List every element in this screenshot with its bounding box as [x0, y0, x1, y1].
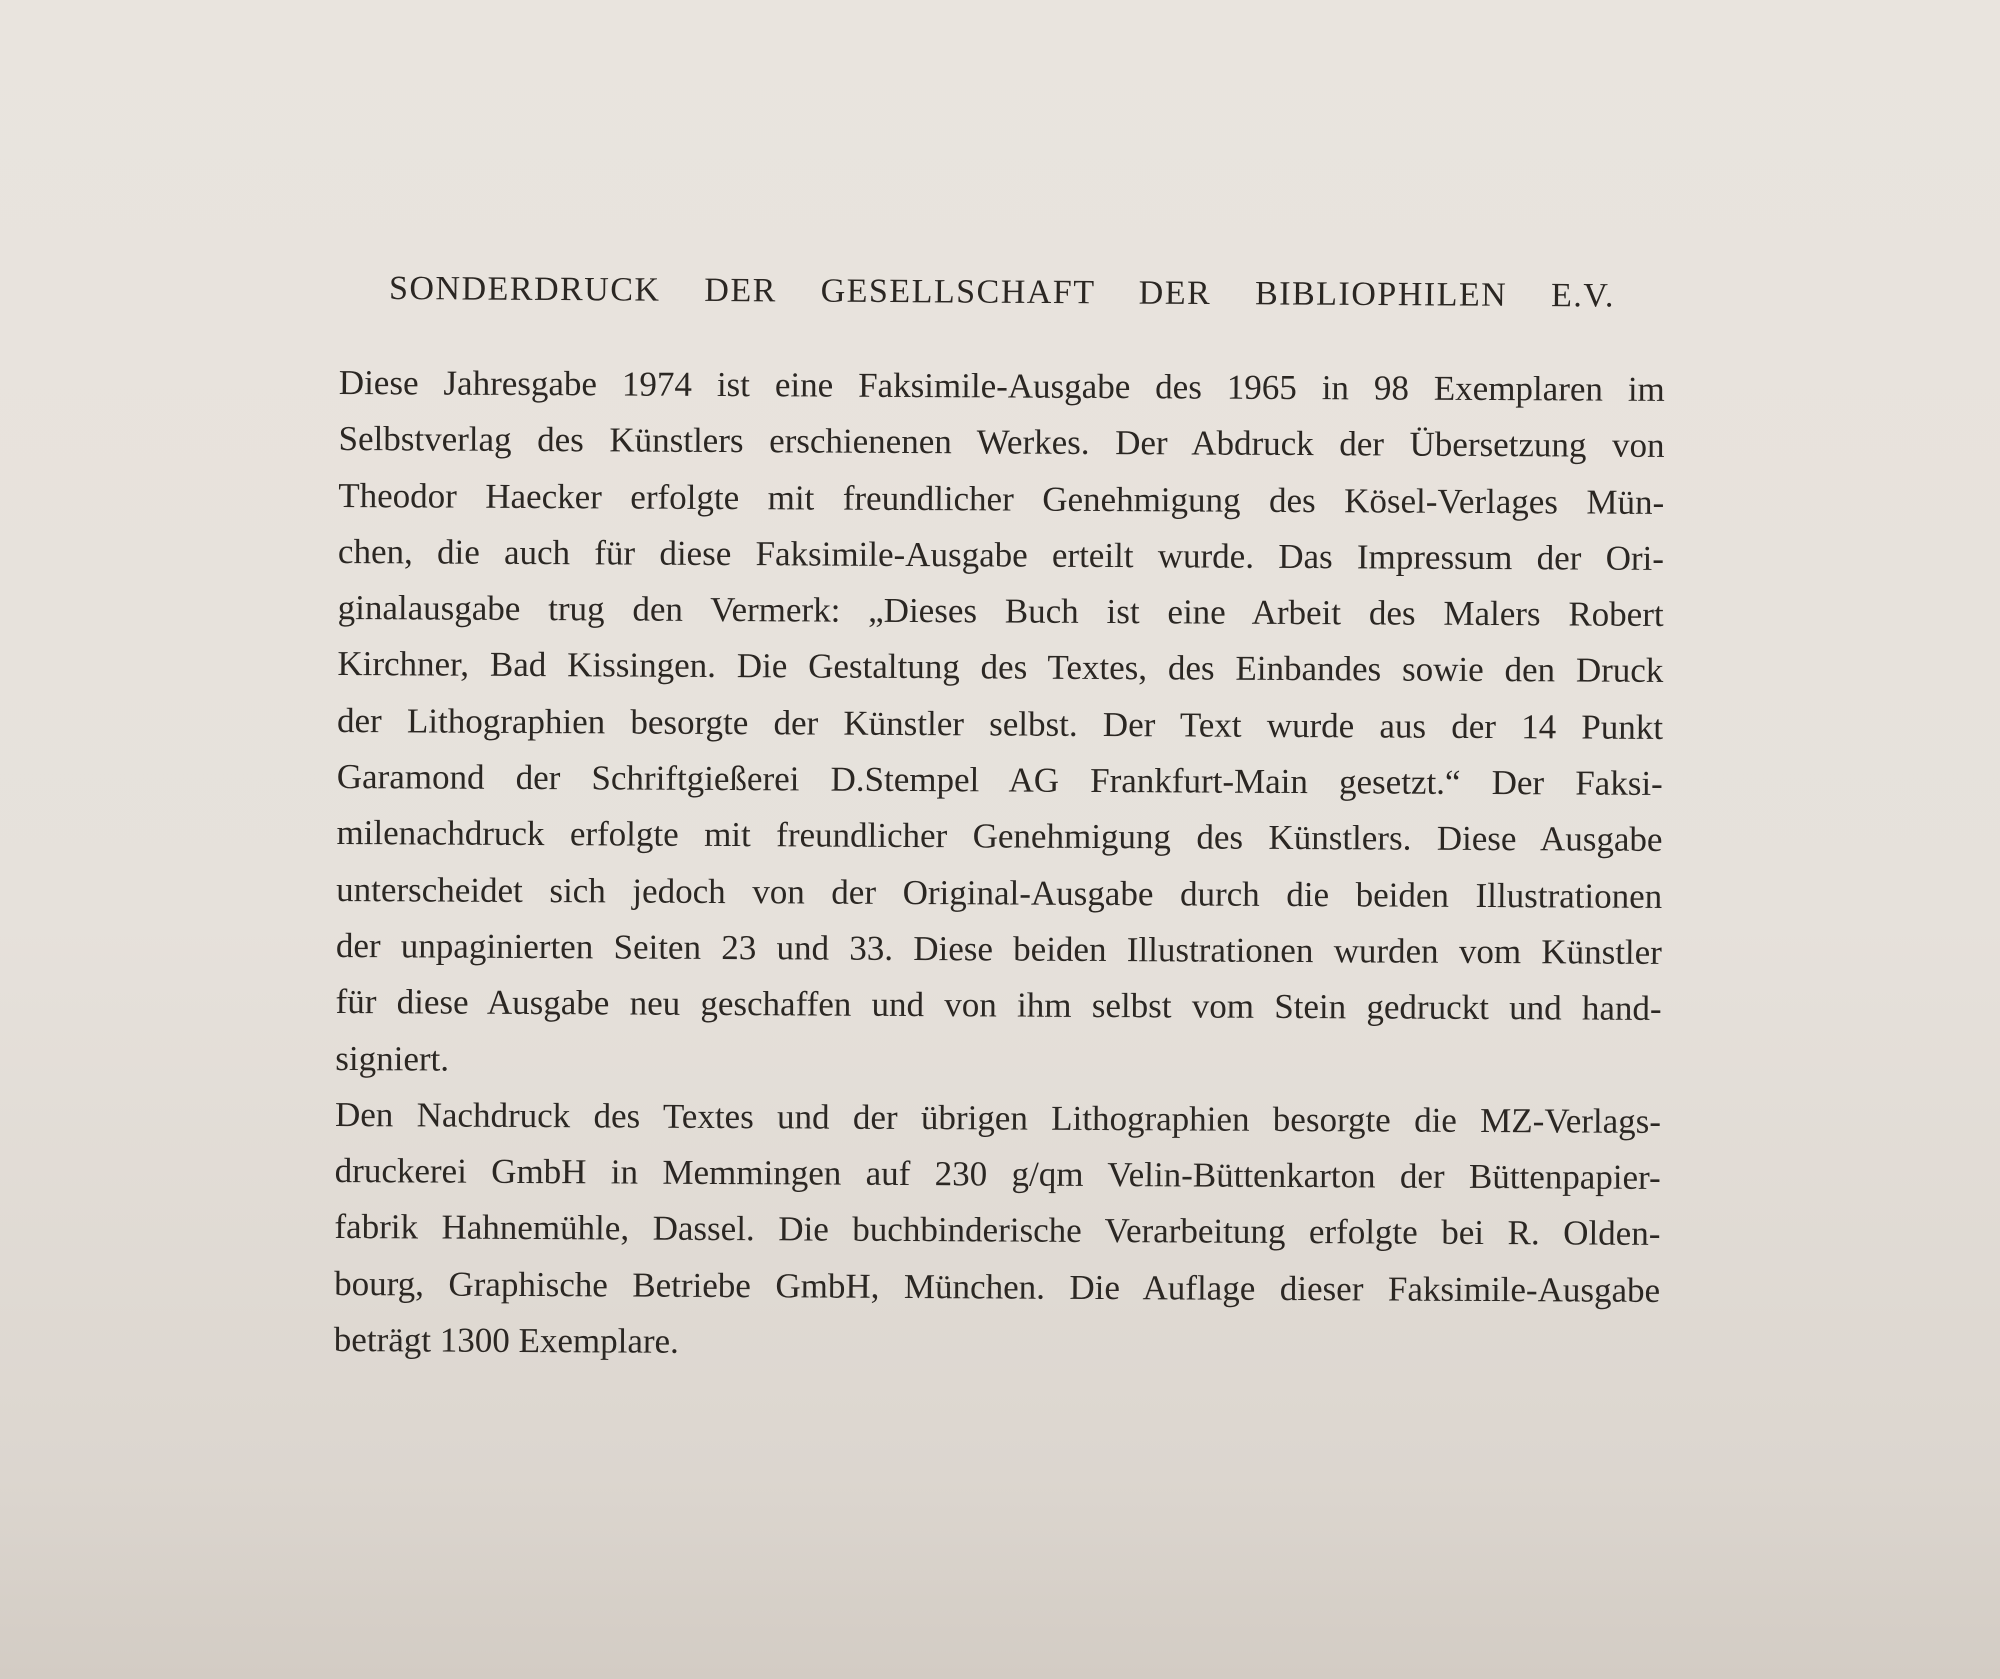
text-line: chen, die auch für diese Faksimile-Ausgabe erteilt wurde. Das Impressum der Ori-: [337, 531, 1665, 578]
text-line: ginalausgabe trug den Vermerk: „Dieses Buch ist eine Arbeit des Malers Robert: [337, 588, 1664, 635]
text-line: der unpaginierten Seiten 23 und 33. Diese beiden Illustrationen wurden vom Künstler: [335, 925, 1662, 972]
text-line: milenachdruck erfolgte mit freundlicher Genehmigung des Künstlers. Diese Ausgabe: [336, 813, 1663, 860]
text-line: für diese Ausgabe neu geschaffen und von ihm selbst vom Stein gedruckt und hand-: [335, 982, 1662, 1029]
text-line: Garamond der Schriftgießerei D.Stempel AG Frankfurt-Main gesetzt.“ Der Faksi-: [336, 757, 1663, 804]
text-line: der Lithographien besorgte der Künstler selbst. Der Text wurde aus der 14 Punkt: [336, 700, 1664, 747]
text-line: Kirchner, Bad Kissingen. Die Gestaltung des Textes, des Einbandes sowie den Druck: [337, 644, 1664, 691]
text-line: druckerei GmbH in Memmingen auf 230 g/qm Velin-Büttenkarton der Büttenpapier-: [334, 1151, 1661, 1198]
text-line: Theodor Haecker erfolgte mit freundlicher Genehmigung des Kösel-Verlages Mün-: [338, 475, 1665, 522]
paragraph: [334, 1087, 1661, 1375]
text-line: beträgt 1300 Exemplare.: [333, 1320, 679, 1361]
paragraph: [335, 355, 1665, 1094]
text-line: Den Nachdruck des Textes und der übrigen Lithographien besorgte die MZ-Verlags-: [334, 1094, 1662, 1141]
text-line: Selbstverlag des Künstlers erschienenen Werkes. Der Abdruck der Übersetzung von: [338, 419, 1665, 466]
text-line: bourg, Graphische Betriebe GmbH, München. Die Auflage dieser Faksimile-Ausgabe: [334, 1263, 1661, 1310]
text-line: Diese Jahresgabe 1974 ist eine Faksimile-Ausgabe des 1965 in 98 Exemplaren im: [338, 362, 1665, 409]
colophon-text: [334, 355, 1665, 1375]
document-title: SONDERDRUCK DER GESELLSCHAFT DER BIBLIOPHILEN E.V.: [388, 270, 1616, 315]
text-line: fabrik Hahnemühle, Dassel. Die buchbinderische Verarbeitung erfolgte bei R. Olden-: [334, 1207, 1661, 1254]
text-line: unterscheidet sich jedoch von der Original-Ausgabe durch die beiden Illustrationen: [336, 869, 1663, 916]
text-line: signiert.: [335, 1038, 450, 1079]
